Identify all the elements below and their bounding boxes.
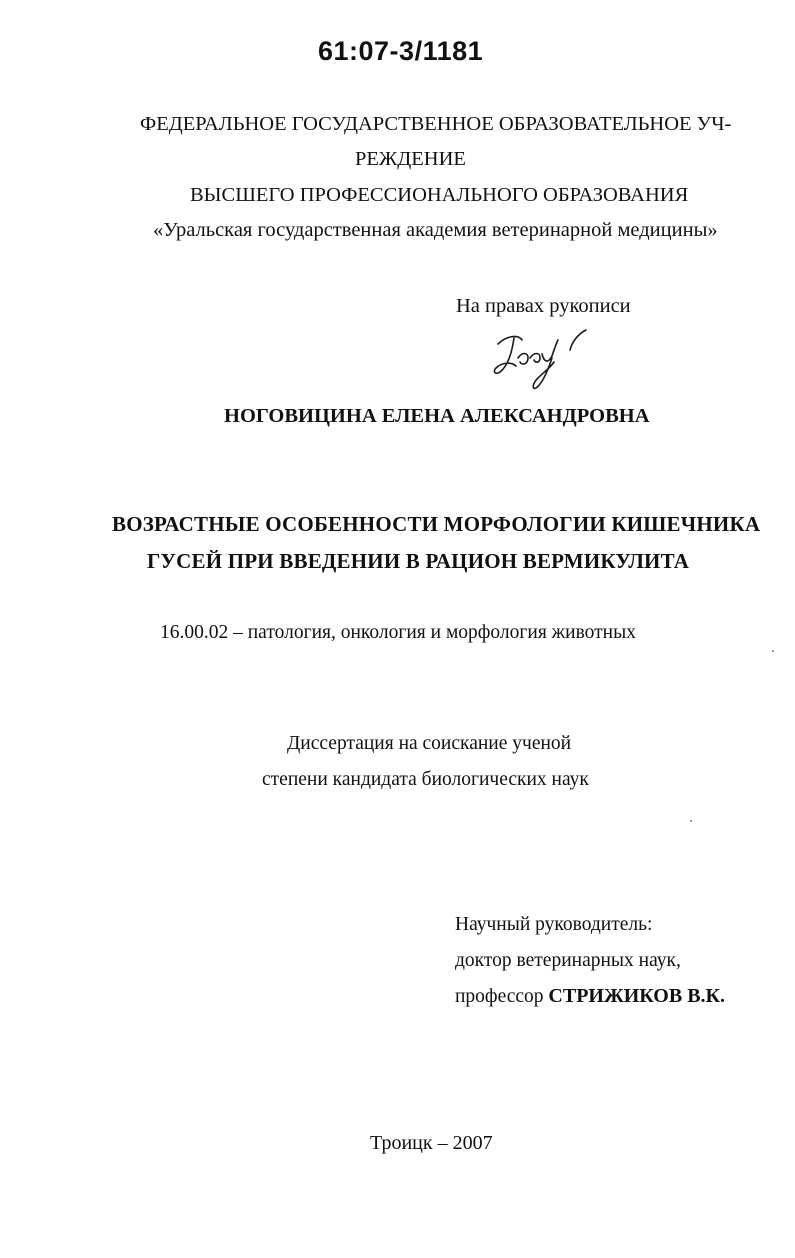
institution-line-4: «Уральская государственная академия ветеринарной медицины»	[153, 219, 718, 241]
specialty-code: 16.00.02 – патология, онкология и морфология животных	[160, 622, 636, 643]
supervisor-line	[455, 985, 725, 1008]
degree-line-2: степени кандидата биологических наук	[262, 769, 589, 790]
catalog-number: 61:07-3/1181	[318, 36, 484, 66]
author-name: НОГОВИЦИНА ЕЛЕНА АЛЕКСАНДРОВНА	[224, 405, 650, 427]
handwritten-signature-icon	[488, 322, 598, 394]
supervisor-degree: доктор ветеринарных наук,	[455, 950, 681, 971]
institution-line-2: РЕЖДЕНИЕ	[355, 148, 466, 170]
degree-line-1: Диссертация на соискание ученой	[287, 733, 572, 754]
manuscript-rights: На правах рукописи	[456, 295, 631, 317]
institution-line-3: ВЫСШЕГО ПРОФЕССИОНАЛЬНОГО ОБРАЗОВАНИЯ	[190, 184, 689, 206]
supervisor-name: СТРИЖИКОВ В.К.	[548, 985, 726, 1007]
institution-line-1: ФЕДЕРАЛЬНОЕ ГОСУДАРСТВЕННОЕ ОБРАЗОВАТЕЛЬНОЕ УЧ-	[140, 113, 732, 135]
supervisor-position: профессор	[455, 986, 544, 1007]
city-year: Троицк – 2007	[370, 1132, 493, 1154]
scan-speck	[690, 820, 692, 822]
scan-speck	[772, 650, 774, 652]
dissertation-title-line-2: ГУСЕЙ ПРИ ВВЕДЕНИИ В РАЦИОН ВЕРМИКУЛИТА	[147, 549, 690, 573]
supervisor-label: Научный руководитель:	[455, 914, 653, 935]
dissertation-title-line-1: ВОЗРАСТНЫЕ ОСОБЕННОСТИ МОРФОЛОГИИ КИШЕЧНИКА	[112, 512, 761, 536]
